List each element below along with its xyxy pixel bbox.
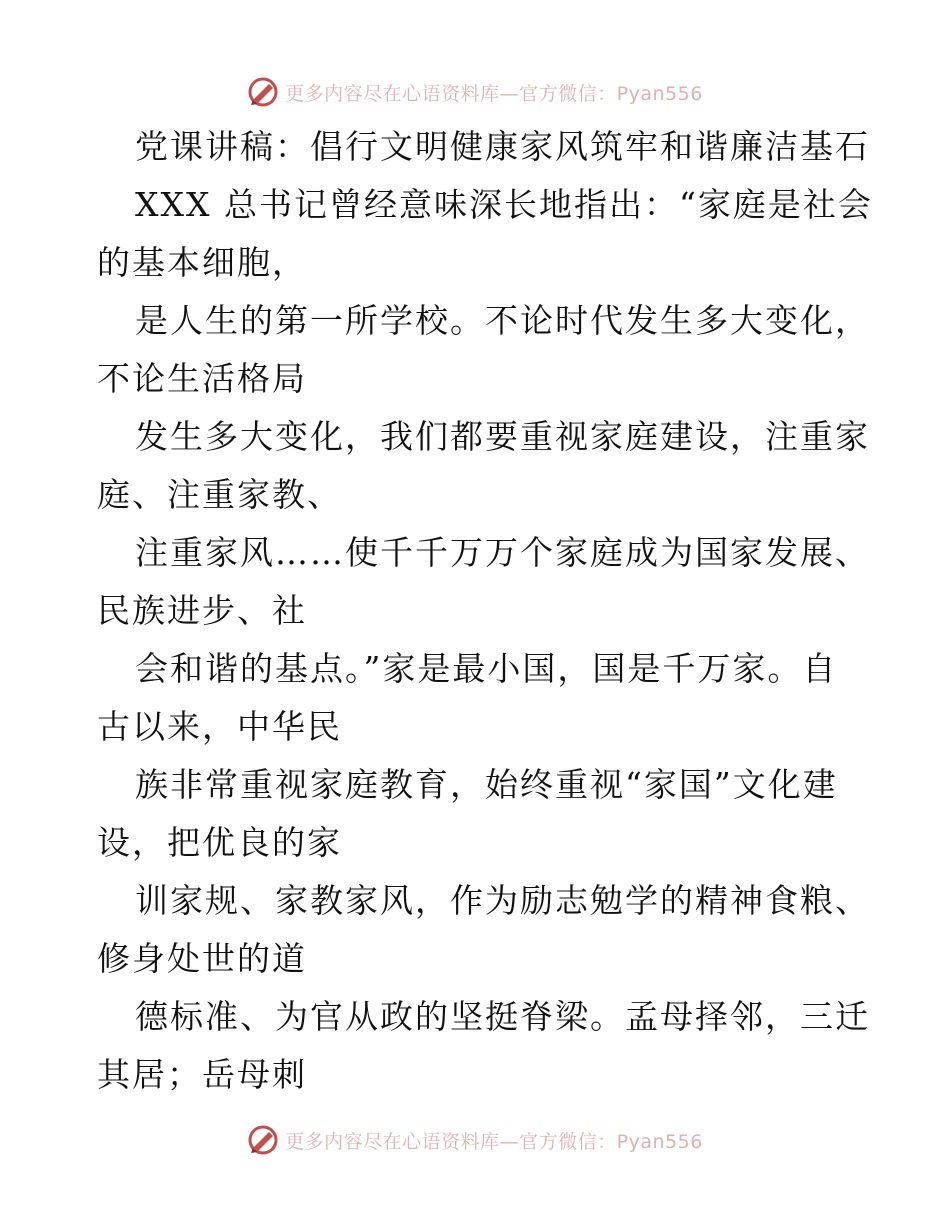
text-line: 族非常重视家庭教育，始终重视“家国”文化建 (135, 765, 838, 804)
text-line: 修身处世的道 (97, 939, 307, 978)
text-line: 注重家风……使千千万万个家庭成为国家发展、 (135, 533, 870, 572)
pen-logo-icon (247, 76, 279, 108)
document-body (97, 118, 873, 1104)
text-line: 不论生活格局 (97, 359, 307, 398)
text-line: 训家规、家教家风，作为励志勉学的精神食粮、 (135, 881, 870, 920)
text-line: 是人生的第一所学校。不论时代发生多大变化， (135, 301, 870, 340)
header-banner (0, 72, 950, 112)
document-title: 党课讲稿：倡行文明健康家风筑牢和谐廉洁基石 (135, 127, 870, 166)
pen-logo-icon (247, 1124, 279, 1156)
text-line: 的基本细胞， (97, 243, 307, 282)
text-line: 古以来，中华民 (97, 707, 342, 746)
text-line: 发生多大变化，我们都要重视家庭建设，注重家 (135, 417, 870, 456)
text-line: 民族进步、社 (97, 591, 307, 630)
text-line: 庭、注重家教、 (97, 475, 342, 514)
footer-banner (0, 1120, 950, 1160)
header-banner-text: 更多内容尽在心语资料库—官方微信：Pyan556 (285, 82, 703, 105)
text-line: 设，把优良的家 (97, 823, 342, 862)
text-line: 德标准、为官从政的坚挺脊梁。孟母择邻，三迁 (135, 997, 870, 1036)
text-line: 其居；岳母刺 (97, 1055, 307, 1094)
footer-banner-text: 更多内容尽在心语资料库—官方微信：Pyan556 (285, 1130, 703, 1153)
text-line: 会和谐的基点。”家是最小国，国是千万家。自 (135, 649, 838, 688)
text-line: XXX 总书记曾经意味深长地指出：“家庭是社会 (135, 185, 873, 224)
